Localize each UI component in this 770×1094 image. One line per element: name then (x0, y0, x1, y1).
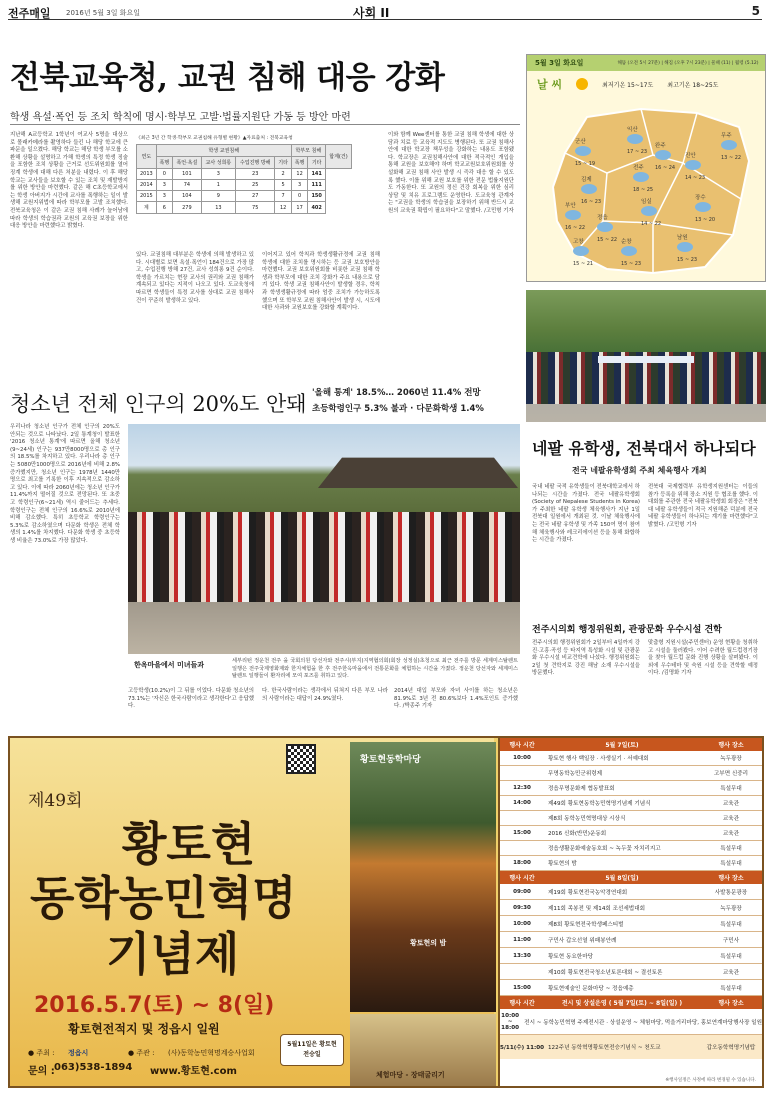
header-place: 행사 장소 (718, 1000, 744, 1007)
jeonbuk-map (545, 103, 755, 278)
schedule-title: 정읍생활문화예술동호회 ~ 녹두꽃 자치리지고 (548, 846, 661, 852)
th-group2: 학부모 침해 (291, 145, 325, 157)
weather-summary (527, 71, 765, 97)
ad-photo-label2: 체험마당 - 장태굴리기 (376, 1071, 445, 1079)
table-cell: 7 (275, 191, 291, 202)
qr-code-icon[interactable] (286, 744, 316, 774)
schedule-row-extra (500, 1035, 762, 1059)
schedule-place: 특설무대 (720, 846, 742, 852)
schedule-time: 10:00 (513, 920, 531, 927)
schedule-time: 14:00 (513, 800, 531, 806)
cloud-icon (633, 172, 649, 182)
region-temp: 13 ~ 20 (695, 217, 716, 223)
schedule-row (500, 964, 762, 980)
region-temp: 18 ~ 25 (633, 187, 654, 193)
region-name: 임실 (641, 199, 652, 205)
org-name: (사)동학농민혁명계승사업회 (168, 1049, 255, 1057)
main-col3: 이어지고 있어 학칙과 학생생활규정에 교권 침해 학생에 대한 조치를 명시하는 등 교권 보호방안을 마련했다. 교권 보호위원회를 비롯한 교권 침해 학생과 학부모에 대한 조치 강화가 주요 내용으로 담겨 있다. 학생 교권 침해사안이 발생할 경우, 학칙과 학생생활규정에 따라 엄중 조치가 가능하도록 했으며 또 학부모 교원 침해사안이 발생 시, 시도에 대한 사과와 교원보호를 강화할 계획이다. (262, 252, 380, 312)
schedule-place: 교육관 (722, 816, 740, 822)
stamp-badge: 5월11일은 황토현 전승일 (280, 1034, 344, 1066)
ad-venue: 황토현전적지 및 정읍시 일원 (68, 1022, 220, 1036)
th-group1: 학생 교권침해 (156, 145, 291, 157)
region-temp: 15 ~ 22 (597, 237, 618, 243)
afternoon-temp: 최고기온 18~25도 (667, 81, 719, 89)
table-cell: 9 (201, 191, 235, 202)
table-cell: 1 (201, 180, 235, 191)
region-temp: 15 ~ 23 (621, 261, 642, 267)
region-temp: 14 ~ 23 (685, 175, 706, 181)
schedule-time: 15:00 (513, 830, 531, 836)
schedule-title: 황토현예술인 문화마당 ~ 정읍예총 (548, 985, 634, 992)
cloud-icon (641, 206, 657, 216)
org-label: ● 주관 : (128, 1049, 155, 1057)
region-temp: 14 ~ 22 (641, 221, 662, 227)
ad-photo-main (350, 742, 496, 1012)
table-cell: 111 (308, 180, 326, 191)
table-cell: 279 (173, 202, 202, 214)
banner (598, 356, 694, 363)
cloud-icon (581, 184, 597, 194)
cloud-icon (575, 146, 591, 156)
region-name: 전주 (633, 165, 644, 171)
table-row (137, 169, 352, 180)
region-temp: 15 ~ 19 (575, 161, 596, 167)
stats-table (136, 144, 352, 214)
region-name: 김제 (581, 177, 592, 183)
contact-phone: 063)538-1894 (54, 1062, 133, 1073)
schedule-title: 정읍무명문화제 협동발표회 (548, 786, 615, 792)
schedule-row (500, 811, 762, 826)
schedule-row (500, 766, 762, 781)
region-temp: 15 ~ 23 (677, 257, 698, 263)
weather-date: 5월 3일 화요일 (535, 59, 584, 67)
schedule-time: 10:00 ~ 18:00 (501, 1012, 519, 1031)
paper-name: 전주매일 (8, 7, 51, 20)
schedule-row (500, 856, 762, 871)
region-name: 익산 (627, 127, 638, 133)
sun-info: 해뜸 (오전 5시 27분) | 해짐 (오후 7시 23분) | 물때 (11) | 월령 (5.12) (617, 61, 759, 66)
cloud-icon (655, 150, 671, 160)
main-headline: 전북교육청, 교권 침해 대응 강화 (10, 60, 445, 96)
site-url[interactable]: www.황토현.com (150, 1066, 237, 1077)
schedule-row (500, 826, 762, 841)
schedule-place: 갑오동학혁명기념탑 (706, 1045, 756, 1051)
header-day: 5월 8일(일) (605, 875, 639, 882)
youth-col2: 고등학생(10.2%)이 그 뒤를 이었다. 다문화 청소년의 73.1%는 '자신은 한국사람이라고 생각한다'고 응답했다. (128, 688, 254, 710)
council-headline: 전주시의회 행정위원회, 관광문화 우수시설 견학 (532, 625, 722, 635)
header-day: 전시 및 상설운영 ( 5월 7일(토) ~ 8일(일) ) (561, 1000, 683, 1007)
schedule-time: 09:00 (513, 888, 531, 895)
schedule-time: 10:00 (513, 755, 531, 761)
miss-talent-photo (128, 424, 520, 654)
schedule-place: 교육관 (722, 801, 740, 807)
schedule-time: 11:00 (513, 936, 531, 943)
nepal-sub: 전국 네팔유학생회 주최 체육행사 개최 (572, 466, 707, 475)
table-cell: 5 (275, 180, 291, 191)
nepal-photo (526, 290, 766, 422)
table-cell: 12 (275, 202, 291, 214)
table-cell: 150 (308, 191, 326, 202)
masthead (8, 4, 762, 20)
schedule-title: 황토현 동요한마당 (548, 953, 594, 960)
youth-col4: 2014년 대입 부모와 자녀 사이를 하는 청소년은 81.9%로 3년 전 80.6%보다 1.4%포인트 증가했다. /박종주 기자 (394, 688, 518, 710)
youth-sub2: 초등학령인구 5.3% 불과 · 다문화학생 1.4% (312, 404, 484, 414)
nepal-col2: 전북대 국제협력부 유학생지원센터는 이들의 참가 등록을 위해 장소 지원 등 협조를 했다. 이 대회를 주관한 전국 네팔유학생회 회장은 "전북대 네팔 유학생들이 적극 지원해준 덕분에 전국 네팔 유학생들이 하나되는 계기를 마련했다"고 밝혔다. /고민형 기자 (648, 484, 758, 528)
schedule-title: 황토현의 밤 (548, 861, 577, 867)
host-logo: 정읍시 (68, 1049, 89, 1057)
main-rule (10, 124, 520, 125)
region-name: 군산 (575, 139, 586, 145)
schedule-title: 구민사 갑오선열 위패봉안례 (548, 937, 617, 944)
schedule-rows (500, 738, 762, 1059)
schedule-place: 특설무대 (720, 861, 742, 867)
schedule-row (500, 932, 762, 948)
table-cell: 27 (235, 191, 275, 202)
ad-footer (28, 1046, 294, 1076)
schedule-place: 특설무대 (720, 985, 742, 992)
schedule-title: 제8회 동학농민혁명대상 시상식 (548, 816, 626, 822)
th-col: 기타 (308, 157, 326, 169)
schedule-row (500, 751, 762, 766)
schedule-place: 행사장 일원 (733, 1019, 762, 1026)
schedule-note: ※행사일정은 사정에 따라 변경될 수 있습니다. (665, 1078, 756, 1083)
schedule-row (500, 900, 762, 916)
youth-sub1: '올해 통계' 18.5%… 2060년 11.4% 전망 (312, 388, 481, 398)
youth-headline: 청소년 전체 인구의 20%도 안돼 (10, 392, 307, 416)
schedule-place: 교육관 (722, 831, 740, 837)
schedule-title: 제11회 족봉전 및 제14회 조선세법대회 (548, 905, 645, 912)
schedule-row (500, 916, 762, 932)
region-temp: 16 ~ 24 (655, 165, 676, 171)
region-name: 정읍 (597, 215, 608, 221)
region-temp: 16 ~ 23 (581, 199, 602, 205)
th-col: 기타 (275, 157, 291, 169)
schedule-time: 18:00 (513, 860, 531, 866)
cloud-icon (565, 210, 581, 220)
region-temp: 16 ~ 22 (565, 225, 586, 231)
schedule-time: 15:00 (513, 984, 531, 991)
schedule-row (500, 980, 762, 996)
table-cell: 2015 (137, 191, 157, 202)
table-cell: 3 (156, 180, 172, 191)
schedule-place: 특설무대 (720, 786, 742, 792)
header-time: 행사 시간 (509, 742, 535, 749)
schedule-header-row (500, 738, 762, 751)
table-cell: 17 (291, 202, 308, 214)
table-cell: 3 (156, 191, 172, 202)
schedule-place: 특설무대 (720, 953, 742, 960)
region-temp: 15 ~ 21 (573, 261, 594, 267)
ad-edition: 제49회 (28, 791, 83, 811)
main-col4: 이와 함께 Wee센터를 통한 교권 침해 학생에 대한 상담과 치료 등 교육적 지도도 병행된다. 또 교권 침해사안에 대한 학교장 책무성을 강화하는 내용도 포함됐다. 학교장은 교권침해사안에 대한 적극적인 개입을 통해 교원을 보호해야 하며 학교교원보호위원회를 상설화해 교권 침해 사안 발생 시 즉각 대응 할 수 있도록 했다. 이를 위해 교원 보호를 위한 전문 법률지원단도 가동한다. 또 교원의 정신 건강 회복을 위한 심리 상담 및 치유 프로그램도 운영한다. 도교육청 관계자는 "교권을 학생의 학습권을 보장하기 위해 반드시 교원의 교육권 확립이 필요하다"고 말했다. /고민형 기자 (388, 132, 514, 214)
ad-title-2: 동학농민혁명 (30, 871, 297, 925)
table-cell: 402 (308, 202, 326, 214)
schedule-row (500, 1009, 762, 1035)
table-cell: 74 (173, 180, 202, 191)
schedule-time: 09:30 (513, 904, 531, 911)
cloud-icon (685, 160, 701, 170)
today-label: 날 씨 (537, 78, 563, 91)
section-name: 사회 II (353, 6, 390, 20)
region-name: 무주 (721, 133, 732, 139)
schedule-place: 녹두광장 (720, 905, 742, 912)
contact-label: 문의 : (28, 1066, 55, 1077)
photo-caption-title: 한옥마을에서 미녀들과 (134, 661, 205, 669)
th-year: 연도 (137, 145, 157, 169)
schedule-table (498, 738, 762, 1086)
table-cell: 12 (291, 169, 308, 180)
table-cell: 25 (235, 180, 275, 191)
schedule-place: 사발통문광장 (714, 889, 748, 896)
table-cell: 141 (308, 169, 326, 180)
schedule-place: 교육관 (722, 969, 740, 976)
header-day: 5월 7일(토) (605, 742, 639, 749)
schedule-header-row (500, 996, 762, 1009)
cloud-icon (627, 134, 643, 144)
header-time: 행사 시간 (509, 875, 535, 882)
weather-header (527, 55, 765, 71)
schedule-place: 특설무대 (720, 921, 742, 928)
table-row (137, 191, 352, 202)
table-cell: 3 (201, 169, 235, 180)
header-place: 행사 장소 (718, 742, 744, 749)
th-col: 교사 성희롱 (201, 157, 235, 169)
schedule-row (500, 948, 762, 964)
th-col: 수업진행 방해 (235, 157, 275, 169)
schedule-place: 구민사 (722, 937, 740, 944)
morning-temp: 최저기온 15~17도 (602, 81, 654, 89)
festival-ad (8, 736, 764, 1088)
table-caption: 《최근 3년 간 학생·학부모 교권침해 유형별 현황》▲자료출처 : 전북교육청 (136, 136, 293, 141)
table-cell: 계 (137, 202, 157, 214)
schedule-row (500, 841, 762, 856)
schedule-title: 2016 신화(반민)운동회 (548, 831, 607, 837)
schedule-title: 제49회 황토현동학농민혁명기념제 기념식 (548, 801, 651, 807)
schedule-title: 제10회 황토현전국청소년토론대회 ~ 결선토론 (548, 969, 663, 976)
cloud-icon (677, 242, 693, 252)
region-name: 순창 (621, 239, 632, 245)
host-label: ● 주최 : (28, 1049, 55, 1057)
schedule-row (500, 781, 762, 796)
cloud-icon (695, 202, 711, 212)
schedule-time: 13:30 (513, 952, 531, 959)
region-temp: 13 ~ 22 (721, 155, 742, 161)
table-row (137, 180, 352, 191)
table-cell: 3 (291, 180, 308, 191)
region-name: 완주 (655, 143, 666, 149)
table-cell: 13 (201, 202, 235, 214)
header-place: 행사 장소 (718, 875, 744, 882)
schedule-time: 5/11(수) 11:00 (500, 1045, 544, 1051)
main-col2: 있다. 교권침해 대부분은 학생에 의해 발생하고 있다. 시대별로 보면 욕설·폭언이 184건으로 가장 많고, 수업진행 방해 27건, 교사 성희롱 9건 순이다. 학생을 가르치는 현장 교사의 권리와 교권 침해가 계속되고 있다는 지적이 나오고 있다. 도교육청에 따르면 학생들이 특정 교사를 상대로 교권 침해사건이 꾸준히 발생하고 있다. (136, 252, 254, 304)
table-cell: 75 (235, 202, 275, 214)
crowd (128, 512, 520, 602)
schedule-time: 12:30 (513, 785, 531, 791)
th-total: 합계(건) (325, 145, 351, 169)
council-col1: 전주시의회 행정위원회가 2일부터 4일까지 강진·고흥·곡성 등 타지역 특성화 시설 및 관광문화 우수시설 비교견학에 나섰다. 행정위원회는 2일 첫 견학지로 강진 해남 소재 우수시설을 방문했다. (532, 640, 640, 677)
issue-date: 2016년 5월 3일 화요일 (66, 9, 140, 17)
schedule-title: 제19회 황토현전국농악경연대회 (548, 889, 628, 896)
th-col: 폭행 (156, 157, 172, 169)
region-name: 부안 (565, 203, 576, 209)
th-col: 폭행 (291, 157, 308, 169)
schedule-row (500, 884, 762, 900)
ad-title-1: 황토현 (122, 817, 256, 871)
cloud-icon (721, 140, 737, 150)
photo-caption: 세부리턴 정운천 전주 을 국회의원 당선자와 전주시(부지)지역협의회(회장 성정실)초청으로 최근 전주를 방문 세계미스탈렌트 일행은 전주국제영화제와 한지체험을 한 후 전주한옥마을에서 전통문화를 체험하는 시간을 가졌다. 정운천 당선자와 세계미스탈렌트 일행들이 환자리에 모여 포즈를 취하고 있다. (232, 658, 518, 680)
cloud-icon (621, 246, 637, 256)
ad-photo-label3: 황토현의 밤 (410, 939, 447, 947)
cloud-icon (573, 246, 589, 256)
schedule-header-row (500, 871, 762, 884)
youth-col3: 다. 한국사람이라는 생각에서 뒤쳐지 다른 부모 나라의 사람이라는 대답이 24.9%였다. (262, 688, 388, 702)
stats-table-box (136, 134, 352, 246)
ad-title-3: 기념제 (106, 927, 240, 981)
cloud-icon (597, 222, 613, 232)
schedule-title: 황토현 행사 백일장 · 사생실기 · 서예대회 (548, 756, 649, 762)
table-cell: 104 (173, 191, 202, 202)
table-cell: 2014 (137, 180, 157, 191)
main-subhead: 학생 욕설·폭언 등 조치 학칙에 명시·학부모 고발·법률지원단 가동 등 방안 마련 (10, 112, 351, 123)
ad-photo-bottom (350, 1014, 496, 1086)
ad-dates: 2016.5.7(토) ~ 8(일) (34, 993, 275, 1018)
table-cell: 6 (156, 202, 172, 214)
schedule-row (500, 796, 762, 811)
region-name: 진안 (685, 153, 696, 159)
schedule-title: 무명동학농민군위령제 (548, 771, 603, 777)
stats-table-body (137, 169, 352, 214)
sun-icon (576, 78, 588, 90)
region-temp: 17 ~ 23 (627, 149, 648, 155)
council-col2: 맞춤형 지원시설(주민센터) 운영 현황을 청취하고 시설을 둘러봤다. 이어 수려한 월드컵경기장을 찾아 월드컵 문화 진행 상황을 살펴봤다. 이 외에 우수테마 및 숙원 시설 등을 견학할 예정이다. /김명화 기자 (648, 640, 759, 677)
nepal-col1: 국내 네팔 국적 유학생들이 전북대학교에서 하나되는 시간을 가졌다. 전국 네팔유학생회(Society of Nepalese Students in Korea)가 주최한 네팔 유학생 체육행사가 지난 1일 전북대 일원에서 개최된 것. 이날 체육행사에는 전국 네팔 유학생 및 가족 150여 명이 참여해 체육행사와 레크리에이션 등을 통해 화합하는 시간을 가졌다. (532, 484, 640, 544)
table-cell: 2 (275, 169, 291, 180)
header-time: 행사 시간 (509, 1000, 535, 1007)
schedule-title: 122주년 동학혁명황토현전승기념식 ~ 천도교 (548, 1045, 661, 1051)
th-col: 폭언·욕설 (173, 157, 202, 169)
schedule-title: 제8회 황토현전국학생페스티벌 (548, 921, 624, 928)
ad-photo-label: 황토현동학마당 (360, 755, 421, 765)
region-name: 장수 (695, 195, 706, 201)
main-col1: 지난해 A교등학교 1학년이 여교사 5명을 대상으로 몰래카메라를 촬영하다 들킨 나 해당 학교에 큰 파문을 일으켰다. 해당 학교는 해당 학생 부모를 소환해 상황을 설명하고 가해 학생의 특정 학생 징술을 포함한 조치 상황을 근거로 선도위원회를 열어 징계 학생에 대해 다른 처분을 내렸다. 이 후 해당 학교는 교사들을 보호할 수 있는 조치 및 재발방지를 위한 방안을 마련했다. 같은 해 C초등학교에서는 학생 아버지가 시간에 교사를 폭행하는 일이 발생해 교원지위법에 따라 학부모를 고발 조치했다. 전북교육청은 이 같은 교권 침해 사례가 늘어남에 따라 학생의 학습권과 교원의 교육권 보장을 위한 대응 방안을 마련했다고 밝혔다. (10, 132, 128, 230)
table-cell: 23 (235, 169, 275, 180)
schedule-place: 고부면 신중리 (713, 771, 749, 777)
table-cell: 101 (173, 169, 202, 180)
table-row (137, 202, 352, 214)
schedule-place: 녹두광장 (720, 756, 742, 762)
table-cell: 0 (291, 191, 308, 202)
region-name: 고창 (573, 239, 584, 245)
table-cell: 2013 (137, 169, 157, 180)
table-cell: 0 (156, 169, 172, 180)
hanok-roof (318, 450, 518, 488)
weather-box (526, 54, 766, 282)
nepal-headline: 네팔 유학생, 전북대서 하나되다 (532, 439, 756, 458)
page-number: 5 (751, 4, 760, 18)
youth-col1: 우리나라 청소년 인구가 전체 인구의 20%도 안되는 것으로 나타났다. 2일 통계청이 발표한 '2016 청소년 통계'에 따르면 올해 청소년(9~24세) 인구는 937만8000명으로 총 인구의 18.5%를 차지하고 있다. 우리나라 총 인구는 5080만1000명으로 2016년에 비해 2.8% 증가했지만, 청소년 인구는 1978년 1440만 명으로 최고를 기록한 이후 지속적으로 감소하고 있다. 이에 따라 2060년에는 청소년 인구가 11.4%까지 떨어질 것으로 전망된다. 또 초중고 학령인구(6~21세) 역시 줄어드는 추세다. 학령인구는 전체 인구의 16.6%로 2010년에 비해 감소했다. 특히 초등학교 학령인구는 5.3%로 감소하였으며 다문화 학생은 전체 학생의 1.4%를 차지했다. 다문화 학생 중 초등학생 비율은 73.0%로 가장 많았다. (10, 424, 120, 544)
region-name: 남원 (677, 235, 688, 241)
schedule-title: 전시 ~ 동학농민혁명 주제전시관 · 상설운영 ~ 체험마당, 먹을거리마당, 홍보연계마당 (524, 1019, 734, 1026)
